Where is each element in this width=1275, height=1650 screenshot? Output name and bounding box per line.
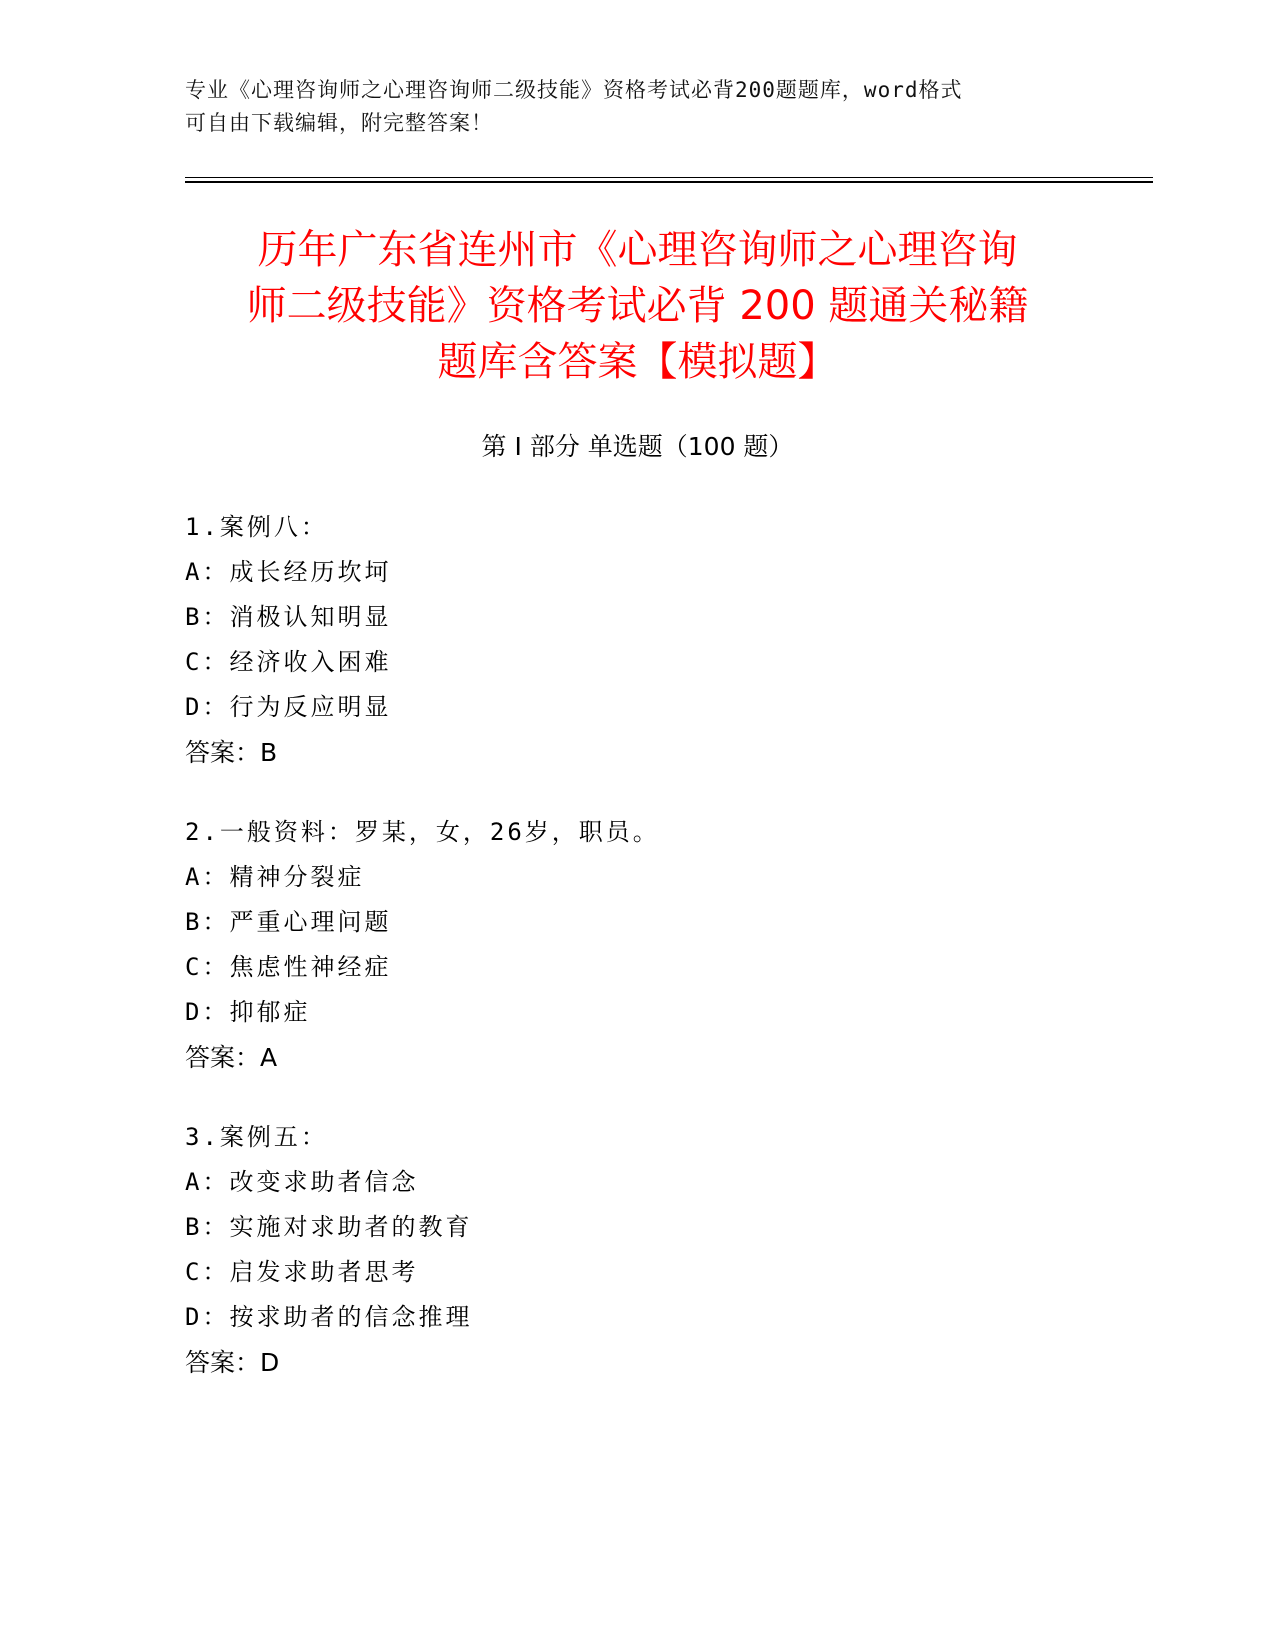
header-note-line-1: 专业《心理咨询师之心理咨询师二级技能》资格考试必背200题题库，word格式 <box>185 78 963 102</box>
option-d: D：行为反应明显 <box>185 693 392 721</box>
header-note <box>185 74 1065 140</box>
option-b: B：严重心理问题 <box>185 908 392 936</box>
option-c: C：经济收入困难 <box>185 648 392 676</box>
question-1 <box>185 505 1085 775</box>
answer: 答案：B <box>185 738 278 767</box>
option-b: B：消极认知明显 <box>185 603 392 631</box>
document-title <box>185 222 1090 390</box>
option-a: A：精神分裂症 <box>185 863 365 891</box>
section-heading: 第 I 部分 单选题（100 题） <box>481 432 794 461</box>
option-a: A：改变求助者信念 <box>185 1168 419 1196</box>
title-line-3: 题库含答案【模拟题】 <box>437 339 838 385</box>
header-rule-thick <box>185 181 1153 183</box>
option-c: C：启发求助者思考 <box>185 1258 419 1286</box>
answer: 答案：D <box>185 1348 280 1377</box>
question-stem: 3.案例五： <box>185 1123 328 1151</box>
option-d: D：按求助者的信念推理 <box>185 1303 473 1331</box>
option-c: C：焦虑性神经症 <box>185 953 392 981</box>
title-line-2: 师二级技能》资格考试必背 200 题通关秘籍 <box>246 283 1029 329</box>
question-2 <box>185 810 1085 1080</box>
option-b: B：实施对求助者的教育 <box>185 1213 473 1241</box>
question-3 <box>185 1115 1085 1385</box>
question-stem: 1.案例八： <box>185 513 328 541</box>
title-line-1: 历年广东省连州市《心理咨询师之心理咨询 <box>257 227 1018 273</box>
option-a: A：成长经历坎坷 <box>185 558 392 586</box>
option-d: D：抑郁症 <box>185 998 311 1026</box>
answer: 答案：A <box>185 1043 278 1072</box>
header-rule-thin <box>185 177 1153 178</box>
question-stem: 2.一般资料：罗某，女，26岁，职员。 <box>185 818 660 846</box>
header-note-line-2: 可自由下载编辑，附完整答案！ <box>185 111 493 135</box>
